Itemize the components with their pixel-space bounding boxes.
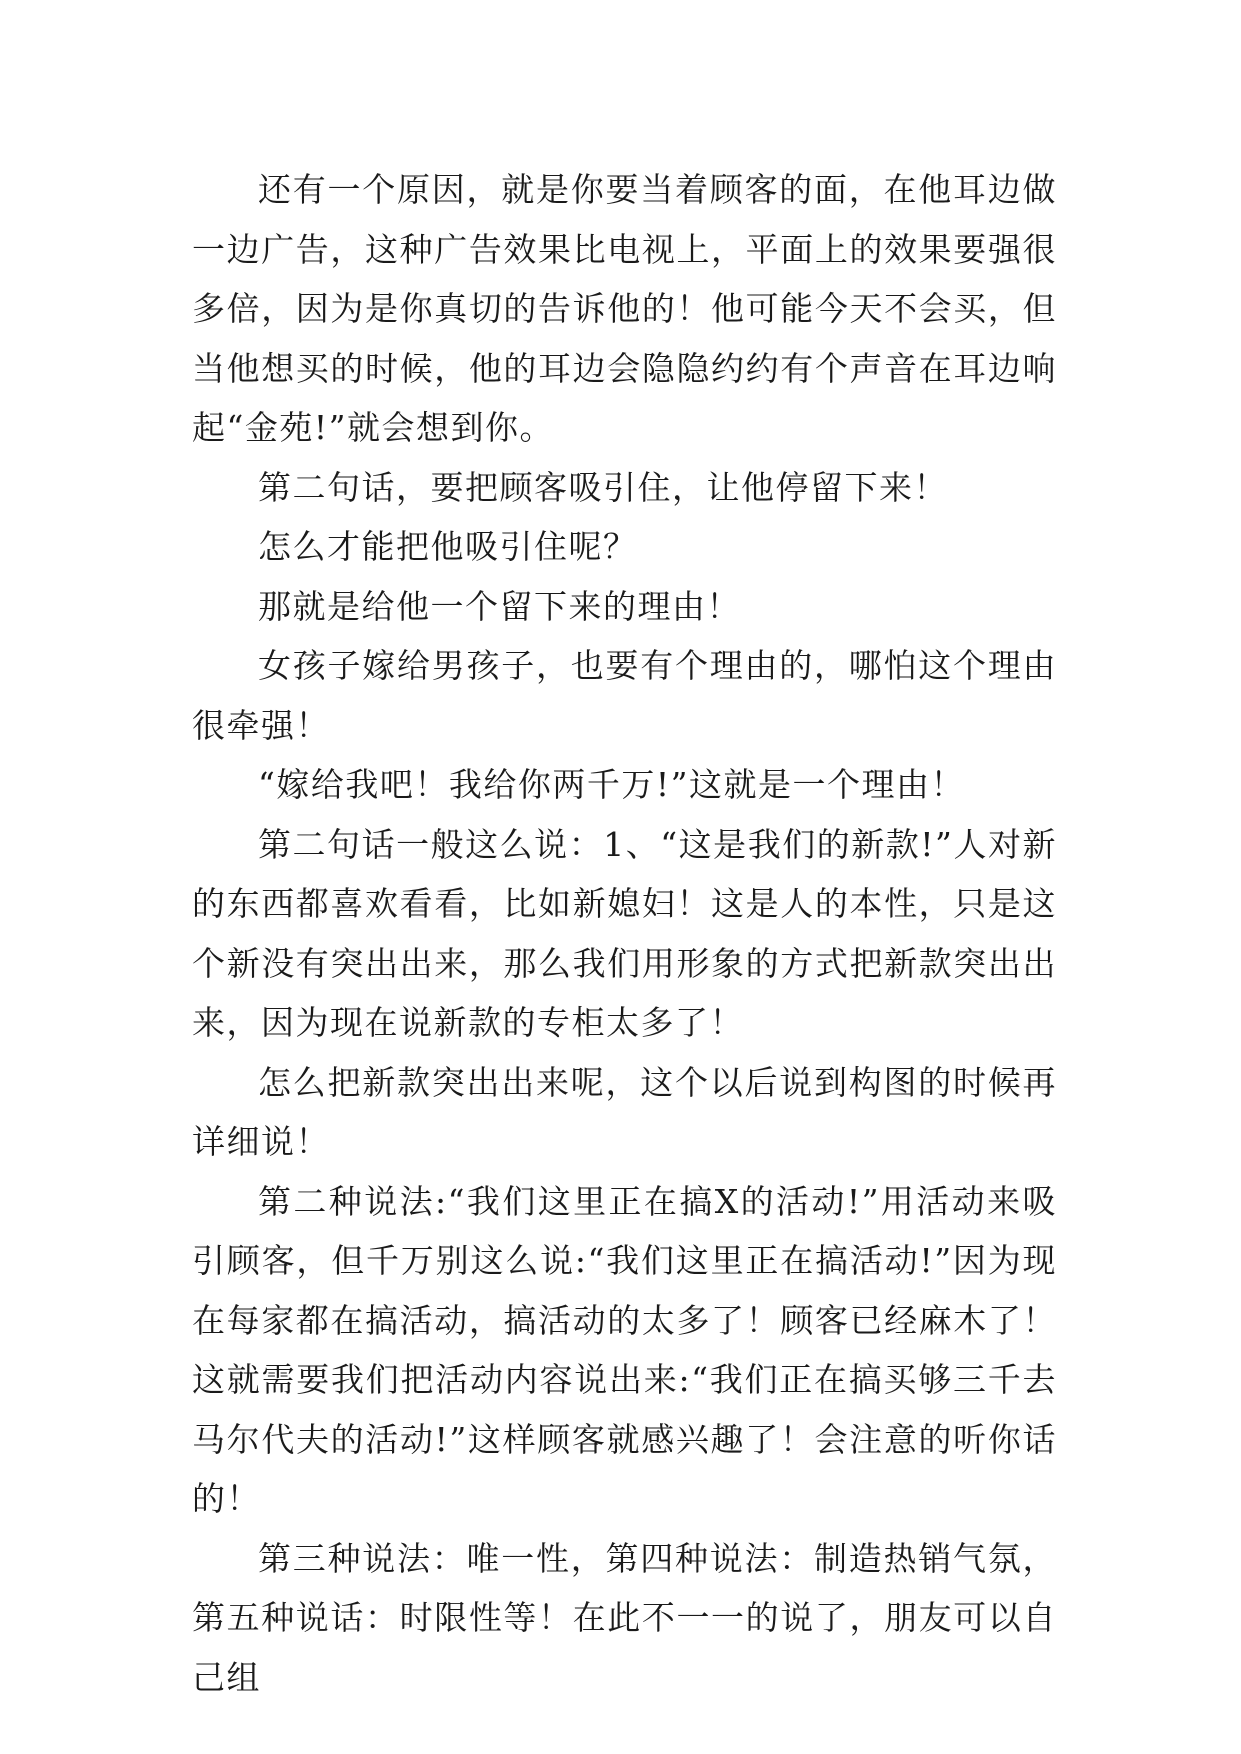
paragraph-3: 怎么才能把他吸引住呢？ <box>258 527 638 566</box>
paragraph-2: 第二句话，要把顾客吸引住，让他停留下来！ <box>258 467 948 507</box>
paragraph-7: 第二句话一般这么说：1、“这是我们的新款!”人对新的东西都喜欢看看，比如新媳妇！这是人的本性，只是这个新没有突出出来，那么我们用形象的方式把新款突出出来，因为现在说新款的专柜太多了！ <box>192 824 1057 1042</box>
paragraph-9: 第二种说法:“我们这里正在搞X的活动!”用活动来吸引顾客，但千万别这么说:“我们这里正在搞活动!”因为现在每家都在搞活动，搞活动的太多了！顾客已经麻木了！这就需要我们把活动内容说出来:“我们正在搞买够三千去马尔代夫的活动!”这样顾客就感兴趣了！会注意的听你话的！ <box>192 1181 1057 1518</box>
paragraph-4: 那就是给他一个留下来的理由！ <box>258 586 741 626</box>
paragraph-6: “嫁给我吧！我给你两千万!”这就是一个理由！ <box>258 765 966 804</box>
body-text <box>192 160 1057 1707</box>
paragraph-10: 第三种说法：唯一性，第四种说法：制造热销气氛，第五种说话：时限性等！在此不一一的说了，朋友可以自己组 <box>192 1538 1057 1697</box>
paragraph-8: 怎么把新款突出出来呢，这个以后说到构图的时候再详细说！ <box>192 1062 1057 1161</box>
paragraph-1: 还有一个原因，就是你要当着顾客的面，在他耳边做一边广告，这种广告效果比电视上，平面上的效果要强很多倍，因为是你真切的告诉他的！他可能今天不会买，但当他想买的时候，他的耳边会隐隐约约有个声音在耳边响起“金苑!”就会想到你。 <box>192 170 1057 447</box>
paragraph-5: 女孩子嫁给男孩子，也要有个理由的，哪怕这个理由很牵强！ <box>192 646 1057 745</box>
